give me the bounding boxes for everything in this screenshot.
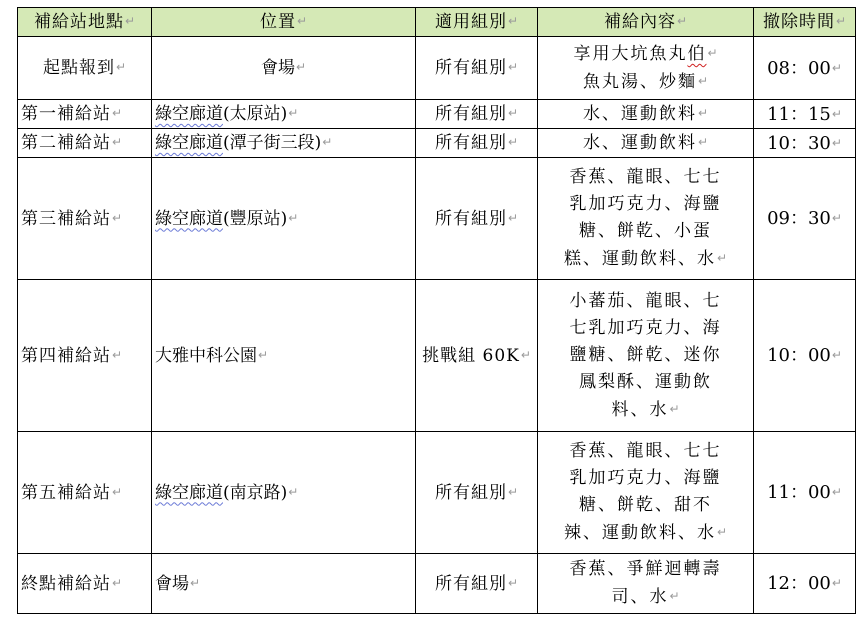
station-name-cell: 第一補給站↵: [18, 100, 152, 129]
station-name-cell: 第五補給站↵: [18, 432, 152, 554]
supply-content-cell: [538, 158, 754, 280]
table-row: [18, 100, 856, 129]
removal-time-cell: 10：00↵: [754, 280, 856, 432]
content-line: 七乳加巧克力、海: [569, 317, 722, 338]
removal-time-cell: 11：00↵: [754, 432, 856, 554]
table-row: [18, 158, 856, 280]
content-line: 魚丸湯、炒麵↵: [582, 72, 709, 92]
content-line: 司、水↵: [611, 587, 680, 607]
content-line: 糕、運動飲料、水↵: [563, 249, 728, 269]
content-line: 香蕉、龍眼、七七: [569, 167, 722, 187]
content-line: 辣、運動飲料、水↵: [563, 523, 728, 543]
location-cell: 綠空廊道(豐原站)↵: [152, 158, 416, 280]
supply-content-cell: 水、運動飲料↵: [538, 100, 754, 129]
header-group: 適用組別↵: [416, 8, 538, 37]
supply-content-cell: [538, 280, 754, 432]
header-content: 補給內容↵: [538, 8, 754, 37]
group-cell: 所有組別↵: [416, 158, 538, 280]
removal-time-cell: 10：30↵: [754, 129, 856, 158]
group-cell: 所有組別↵: [416, 100, 538, 129]
content-line: 鳳梨酥、運動飲: [579, 371, 712, 392]
supply-station-table: [17, 7, 856, 614]
group-cell: 挑戰組 60K↵: [416, 280, 538, 432]
station-name-cell: 第三補給站↵: [18, 158, 152, 280]
content-line: 香蕉、爭鮮迴轉壽: [569, 559, 722, 579]
table-row: [18, 432, 856, 554]
group-cell: 所有組別↵: [416, 554, 538, 614]
location-cell: 大雅中科公園↵: [152, 280, 416, 432]
table-row: [18, 129, 856, 158]
group-cell: 所有組別↵: [416, 129, 538, 158]
location-cell: 會場↵: [152, 37, 416, 100]
content-line: 乳加巧克力、海鹽: [569, 468, 722, 488]
header-time: 撤除時間↵: [754, 8, 856, 37]
station-name-cell: 第四補給站↵: [18, 280, 152, 432]
removal-time-cell: 09：30↵: [754, 158, 856, 280]
removal-time-cell: 12：00↵: [754, 554, 856, 614]
supply-content-cell: [538, 554, 754, 614]
location-cell: 綠空廊道(潭子街三段)↵: [152, 129, 416, 158]
group-cell: 所有組別↵: [416, 432, 538, 554]
removal-time-cell: 08：00↵: [754, 37, 856, 100]
content-line: 料、水↵: [611, 399, 680, 420]
table-row: [18, 280, 856, 432]
station-name-cell: 起點報到↵: [18, 37, 152, 100]
station-name-cell: 終點補給站↵: [18, 554, 152, 614]
content-line: 香蕉、龍眼、七七: [569, 441, 722, 461]
location-cell: 綠空廊道(南京路)↵: [152, 432, 416, 554]
content-line: 糖、餅乾、甜不: [579, 495, 712, 515]
header-location: 位置↵: [152, 8, 416, 37]
station-name-cell: 第二補給站↵: [18, 129, 152, 158]
supply-content-cell: [538, 432, 754, 554]
group-cell: 所有組別↵: [416, 37, 538, 100]
location-cell: 會場↵: [152, 554, 416, 614]
header-station: 補給站地點↵: [18, 8, 152, 37]
content-line: 小蕃茄、龍眼、七: [569, 290, 722, 311]
supply-content-cell: 水、運動飲料↵: [538, 129, 754, 158]
table-row: [18, 37, 856, 100]
content-line: 乳加巧克力、海鹽: [569, 194, 722, 214]
content-line: 糖、餅乾、小蛋: [579, 221, 712, 241]
content-line: 鹽糖、餅乾、迷你: [569, 344, 722, 365]
table-row: [18, 554, 856, 614]
table-header-row: [18, 8, 856, 37]
supply-content-cell: [538, 37, 754, 100]
removal-time-cell: 11：15↵: [754, 100, 856, 129]
location-cell: 綠空廊道(太原站)↵: [152, 100, 416, 129]
content-line: 享用大坑魚丸伯↵: [573, 44, 718, 64]
